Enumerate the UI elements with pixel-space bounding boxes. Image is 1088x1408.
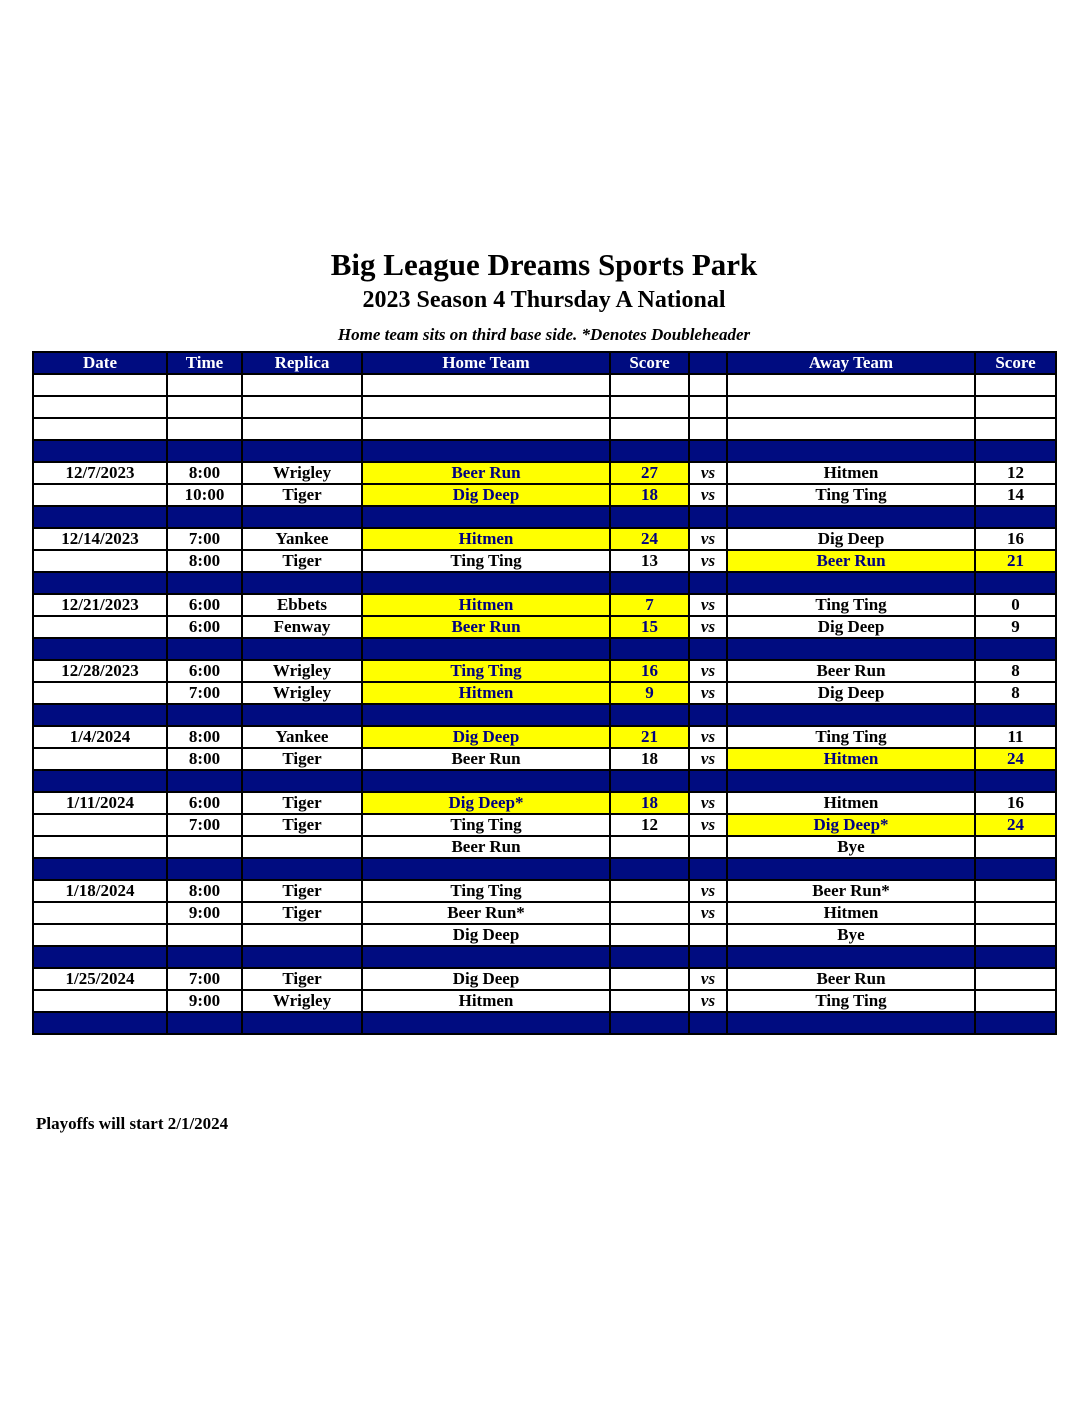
column-header-away-team: Away Team xyxy=(727,352,975,374)
table-row xyxy=(33,880,1056,902)
away-team-cell: Ting Ting xyxy=(727,484,975,506)
table-row xyxy=(33,792,1056,814)
separator-cell xyxy=(242,638,362,660)
away-score-cell xyxy=(975,902,1056,924)
separator-cell xyxy=(610,1012,689,1034)
time-cell: 6:00 xyxy=(167,594,242,616)
away-score-cell: 9 xyxy=(975,616,1056,638)
away-score-cell: 12 xyxy=(975,462,1056,484)
vs-cell: vs xyxy=(689,484,727,506)
separator-cell xyxy=(727,572,975,594)
separator-cell xyxy=(689,704,727,726)
time-cell: 7:00 xyxy=(167,528,242,550)
date-cell: 1/4/2024 xyxy=(33,726,167,748)
separator-cell xyxy=(167,1012,242,1034)
away-score-cell: 21 xyxy=(975,550,1056,572)
separator-cell xyxy=(362,770,610,792)
replica-cell: Wrigley xyxy=(242,660,362,682)
separator-cell xyxy=(362,440,610,462)
away-team-cell: Beer Run xyxy=(727,550,975,572)
time-cell: 9:00 xyxy=(167,990,242,1012)
separator-cell xyxy=(610,638,689,660)
vs-cell: vs xyxy=(689,902,727,924)
away-team-cell: Ting Ting xyxy=(727,990,975,1012)
time-cell: 6:00 xyxy=(167,660,242,682)
replica-cell: Tiger xyxy=(242,968,362,990)
date-cell xyxy=(33,682,167,704)
separator-cell xyxy=(727,506,975,528)
column-header-date: Date xyxy=(33,352,167,374)
table-row xyxy=(33,968,1056,990)
separator-cell xyxy=(33,572,167,594)
separator-cell xyxy=(610,572,689,594)
away-team-cell: Beer Run* xyxy=(727,880,975,902)
empty-cell xyxy=(689,374,727,396)
time-cell: 9:00 xyxy=(167,902,242,924)
away-score-cell: 8 xyxy=(975,660,1056,682)
time-cell: 7:00 xyxy=(167,682,242,704)
empty-cell xyxy=(610,396,689,418)
page-title: Big League Dreams Sports Park xyxy=(330,247,758,282)
time-cell: 8:00 xyxy=(167,748,242,770)
away-score-cell xyxy=(975,836,1056,858)
page-note: Home team sits on third base side. *Denotes Doubleheader xyxy=(337,325,751,344)
separator-cell xyxy=(242,770,362,792)
vs-cell xyxy=(689,836,727,858)
away-team-cell: Dig Deep xyxy=(727,682,975,704)
separator-cell xyxy=(610,946,689,968)
separator-cell xyxy=(727,440,975,462)
home-team-cell: Hitmen xyxy=(362,528,610,550)
date-cell: 1/11/2024 xyxy=(33,792,167,814)
table-row xyxy=(33,594,1056,616)
away-team-cell: Ting Ting xyxy=(727,594,975,616)
separator-cell xyxy=(167,506,242,528)
separator-cell xyxy=(975,704,1056,726)
separator-cell xyxy=(610,506,689,528)
separator-cell xyxy=(975,638,1056,660)
away-score-cell: 24 xyxy=(975,814,1056,836)
table-row xyxy=(33,528,1056,550)
separator-row xyxy=(33,638,1056,660)
blank-row xyxy=(33,396,1056,418)
separator-row xyxy=(33,704,1056,726)
replica-cell: Wrigley xyxy=(242,682,362,704)
away-score-cell: 8 xyxy=(975,682,1056,704)
away-team-cell: Hitmen xyxy=(727,748,975,770)
time-cell xyxy=(167,924,242,946)
empty-cell xyxy=(33,418,167,440)
separator-cell xyxy=(975,506,1056,528)
separator-cell xyxy=(610,440,689,462)
separator-cell xyxy=(689,946,727,968)
empty-cell xyxy=(362,374,610,396)
empty-cell xyxy=(727,418,975,440)
separator-row xyxy=(33,770,1056,792)
separator-cell xyxy=(167,704,242,726)
away-team-cell: Bye xyxy=(727,924,975,946)
time-cell: 10:00 xyxy=(167,484,242,506)
vs-cell: vs xyxy=(689,968,727,990)
home-team-cell: Ting Ting xyxy=(362,880,610,902)
vs-cell: vs xyxy=(689,880,727,902)
column-header-away-score: Score xyxy=(975,352,1056,374)
empty-cell xyxy=(975,396,1056,418)
replica-cell: Tiger xyxy=(242,550,362,572)
home-score-cell xyxy=(610,902,689,924)
date-cell xyxy=(33,902,167,924)
vs-cell: vs xyxy=(689,660,727,682)
column-header-replica: Replica xyxy=(242,352,362,374)
separator-cell xyxy=(689,770,727,792)
date-cell: 12/14/2023 xyxy=(33,528,167,550)
away-score-cell: 11 xyxy=(975,726,1056,748)
column-header-home-team: Home Team xyxy=(362,352,610,374)
blank-row xyxy=(33,418,1056,440)
table-row xyxy=(33,902,1056,924)
home-team-cell: Beer Run xyxy=(362,748,610,770)
separator-cell xyxy=(689,858,727,880)
empty-cell xyxy=(167,374,242,396)
separator-cell xyxy=(689,638,727,660)
date-cell: 12/28/2023 xyxy=(33,660,167,682)
home-score-cell: 18 xyxy=(610,484,689,506)
separator-cell xyxy=(33,638,167,660)
separator-cell xyxy=(167,638,242,660)
schedule-table xyxy=(32,351,1057,1035)
empty-cell xyxy=(167,396,242,418)
away-score-cell xyxy=(975,968,1056,990)
home-score-cell: 24 xyxy=(610,528,689,550)
separator-cell xyxy=(727,946,975,968)
home-score-cell xyxy=(610,968,689,990)
separator-cell xyxy=(33,770,167,792)
home-team-cell: Dig Deep xyxy=(362,484,610,506)
home-team-cell: Beer Run xyxy=(362,462,610,484)
away-score-cell xyxy=(975,880,1056,902)
home-score-cell: 18 xyxy=(610,792,689,814)
separator-cell xyxy=(975,572,1056,594)
table-header-row xyxy=(33,352,1056,374)
separator-cell xyxy=(727,704,975,726)
column-header-time: Time xyxy=(167,352,242,374)
time-cell xyxy=(167,836,242,858)
home-team-cell: Beer Run* xyxy=(362,902,610,924)
home-team-cell: Dig Deep xyxy=(362,924,610,946)
date-cell xyxy=(33,748,167,770)
separator-cell xyxy=(33,1012,167,1034)
empty-cell xyxy=(610,374,689,396)
separator-cell xyxy=(33,440,167,462)
away-team-cell: Dig Deep xyxy=(727,528,975,550)
home-team-cell: Ting Ting xyxy=(362,814,610,836)
away-score-cell: 14 xyxy=(975,484,1056,506)
time-cell: 7:00 xyxy=(167,968,242,990)
away-team-cell: Hitmen xyxy=(727,902,975,924)
separator-cell xyxy=(362,638,610,660)
date-cell xyxy=(33,814,167,836)
separator-cell xyxy=(242,572,362,594)
time-cell: 8:00 xyxy=(167,880,242,902)
home-team-cell: Ting Ting xyxy=(362,550,610,572)
home-score-cell: 15 xyxy=(610,616,689,638)
away-team-cell: Dig Deep* xyxy=(727,814,975,836)
home-score-cell: 16 xyxy=(610,660,689,682)
empty-cell xyxy=(975,418,1056,440)
replica-cell: Wrigley xyxy=(242,990,362,1012)
home-score-cell xyxy=(610,990,689,1012)
separator-cell xyxy=(167,770,242,792)
empty-cell xyxy=(610,418,689,440)
empty-cell xyxy=(689,418,727,440)
separator-cell xyxy=(242,506,362,528)
home-score-cell xyxy=(610,924,689,946)
separator-cell xyxy=(33,506,167,528)
table-row xyxy=(33,616,1056,638)
table-row xyxy=(33,550,1056,572)
replica-cell: Ebbets xyxy=(242,594,362,616)
separator-cell xyxy=(727,638,975,660)
replica-cell: Tiger xyxy=(242,792,362,814)
separator-cell xyxy=(167,858,242,880)
vs-cell: vs xyxy=(689,814,727,836)
away-team-cell: Hitmen xyxy=(727,462,975,484)
home-team-cell: Hitmen xyxy=(362,682,610,704)
home-score-cell: 9 xyxy=(610,682,689,704)
separator-cell xyxy=(362,858,610,880)
home-team-cell: Ting Ting xyxy=(362,660,610,682)
home-team-cell: Hitmen xyxy=(362,594,610,616)
empty-cell xyxy=(689,396,727,418)
empty-cell xyxy=(167,418,242,440)
separator-cell xyxy=(167,572,242,594)
home-team-cell: Hitmen xyxy=(362,990,610,1012)
empty-cell xyxy=(33,396,167,418)
replica-cell: Wrigley xyxy=(242,462,362,484)
replica-cell: Yankee xyxy=(242,528,362,550)
separator-cell xyxy=(689,440,727,462)
separator-row xyxy=(33,946,1056,968)
home-score-cell: 13 xyxy=(610,550,689,572)
home-score-cell: 18 xyxy=(610,748,689,770)
date-cell xyxy=(33,484,167,506)
vs-cell: vs xyxy=(689,594,727,616)
away-team-cell: Beer Run xyxy=(727,660,975,682)
date-cell xyxy=(33,990,167,1012)
separator-row xyxy=(33,572,1056,594)
separator-row xyxy=(33,506,1056,528)
away-team-cell: Ting Ting xyxy=(727,726,975,748)
replica-cell xyxy=(242,924,362,946)
column-header-home-score: Score xyxy=(610,352,689,374)
time-cell: 8:00 xyxy=(167,550,242,572)
away-team-cell: Bye xyxy=(727,836,975,858)
table-row xyxy=(33,748,1056,770)
away-score-cell: 16 xyxy=(975,792,1056,814)
separator-row xyxy=(33,1012,1056,1034)
away-score-cell xyxy=(975,990,1056,1012)
separator-cell xyxy=(242,704,362,726)
separator-cell xyxy=(975,858,1056,880)
vs-cell: vs xyxy=(689,528,727,550)
home-team-cell: Dig Deep xyxy=(362,968,610,990)
separator-cell xyxy=(362,946,610,968)
vs-cell: vs xyxy=(689,990,727,1012)
separator-cell xyxy=(362,704,610,726)
date-cell xyxy=(33,924,167,946)
date-cell: 12/21/2023 xyxy=(33,594,167,616)
date-cell: 12/7/2023 xyxy=(33,462,167,484)
away-score-cell: 16 xyxy=(975,528,1056,550)
separator-cell xyxy=(727,1012,975,1034)
empty-cell xyxy=(975,374,1056,396)
separator-cell xyxy=(242,858,362,880)
away-score-cell xyxy=(975,924,1056,946)
home-team-cell: Beer Run xyxy=(362,836,610,858)
home-team-cell: Dig Deep xyxy=(362,726,610,748)
home-score-cell xyxy=(610,880,689,902)
vs-cell: vs xyxy=(689,726,727,748)
vs-cell: vs xyxy=(689,682,727,704)
time-cell: 6:00 xyxy=(167,792,242,814)
date-cell xyxy=(33,550,167,572)
separator-cell xyxy=(975,1012,1056,1034)
time-cell: 8:00 xyxy=(167,726,242,748)
separator-cell xyxy=(610,704,689,726)
away-score-cell: 24 xyxy=(975,748,1056,770)
home-team-cell: Dig Deep* xyxy=(362,792,610,814)
separator-cell xyxy=(727,858,975,880)
vs-cell: vs xyxy=(689,748,727,770)
replica-cell: Tiger xyxy=(242,902,362,924)
empty-cell xyxy=(362,396,610,418)
home-score-cell: 12 xyxy=(610,814,689,836)
separator-cell xyxy=(689,572,727,594)
replica-cell: Tiger xyxy=(242,748,362,770)
table-row xyxy=(33,924,1056,946)
replica-cell: Tiger xyxy=(242,484,362,506)
date-cell: 1/25/2024 xyxy=(33,968,167,990)
separator-cell xyxy=(242,440,362,462)
date-cell xyxy=(33,616,167,638)
separator-cell xyxy=(33,946,167,968)
empty-cell xyxy=(33,374,167,396)
home-team-cell: Beer Run xyxy=(362,616,610,638)
separator-cell xyxy=(975,440,1056,462)
away-score-cell: 0 xyxy=(975,594,1056,616)
empty-cell xyxy=(727,396,975,418)
separator-cell xyxy=(689,506,727,528)
empty-cell xyxy=(242,374,362,396)
empty-cell xyxy=(727,374,975,396)
empty-cell xyxy=(362,418,610,440)
empty-cell xyxy=(242,418,362,440)
home-score-cell xyxy=(610,836,689,858)
vs-cell: vs xyxy=(689,616,727,638)
home-score-cell: 27 xyxy=(610,462,689,484)
away-team-cell: Dig Deep xyxy=(727,616,975,638)
separator-cell xyxy=(975,770,1056,792)
date-cell: 1/18/2024 xyxy=(33,880,167,902)
separator-cell xyxy=(242,946,362,968)
table-row xyxy=(33,660,1056,682)
table-row xyxy=(33,814,1056,836)
column-header-vs xyxy=(689,352,727,374)
separator-cell xyxy=(727,770,975,792)
separator-cell xyxy=(689,1012,727,1034)
separator-cell xyxy=(167,440,242,462)
separator-cell xyxy=(242,1012,362,1034)
away-team-cell: Beer Run xyxy=(727,968,975,990)
separator-cell xyxy=(167,946,242,968)
vs-cell: vs xyxy=(689,792,727,814)
date-cell xyxy=(33,836,167,858)
table-row xyxy=(33,990,1056,1012)
table-row xyxy=(33,484,1056,506)
time-cell: 7:00 xyxy=(167,814,242,836)
replica-cell: Fenway xyxy=(242,616,362,638)
separator-cell xyxy=(362,1012,610,1034)
separator-cell xyxy=(33,858,167,880)
separator-cell xyxy=(610,770,689,792)
blank-row xyxy=(33,374,1056,396)
table-row xyxy=(33,836,1056,858)
vs-cell xyxy=(689,924,727,946)
table-row xyxy=(33,462,1056,484)
separator-cell xyxy=(975,946,1056,968)
page-subtitle: 2023 Season 4 Thursday A National xyxy=(362,287,726,313)
separator-row xyxy=(33,858,1056,880)
separator-cell xyxy=(362,506,610,528)
separator-cell xyxy=(33,704,167,726)
vs-cell: vs xyxy=(689,550,727,572)
table-row xyxy=(33,726,1056,748)
replica-cell: Yankee xyxy=(242,726,362,748)
home-score-cell: 7 xyxy=(610,594,689,616)
empty-cell xyxy=(242,396,362,418)
home-score-cell: 21 xyxy=(610,726,689,748)
footer-note: Playoffs will start 2/1/2024 xyxy=(36,1114,229,1133)
table-row xyxy=(33,682,1056,704)
separator-cell xyxy=(362,572,610,594)
replica-cell: Tiger xyxy=(242,814,362,836)
time-cell: 6:00 xyxy=(167,616,242,638)
separator-cell xyxy=(610,858,689,880)
vs-cell: vs xyxy=(689,462,727,484)
separator-row xyxy=(33,440,1056,462)
time-cell: 8:00 xyxy=(167,462,242,484)
replica-cell: Tiger xyxy=(242,880,362,902)
away-team-cell: Hitmen xyxy=(727,792,975,814)
replica-cell xyxy=(242,836,362,858)
